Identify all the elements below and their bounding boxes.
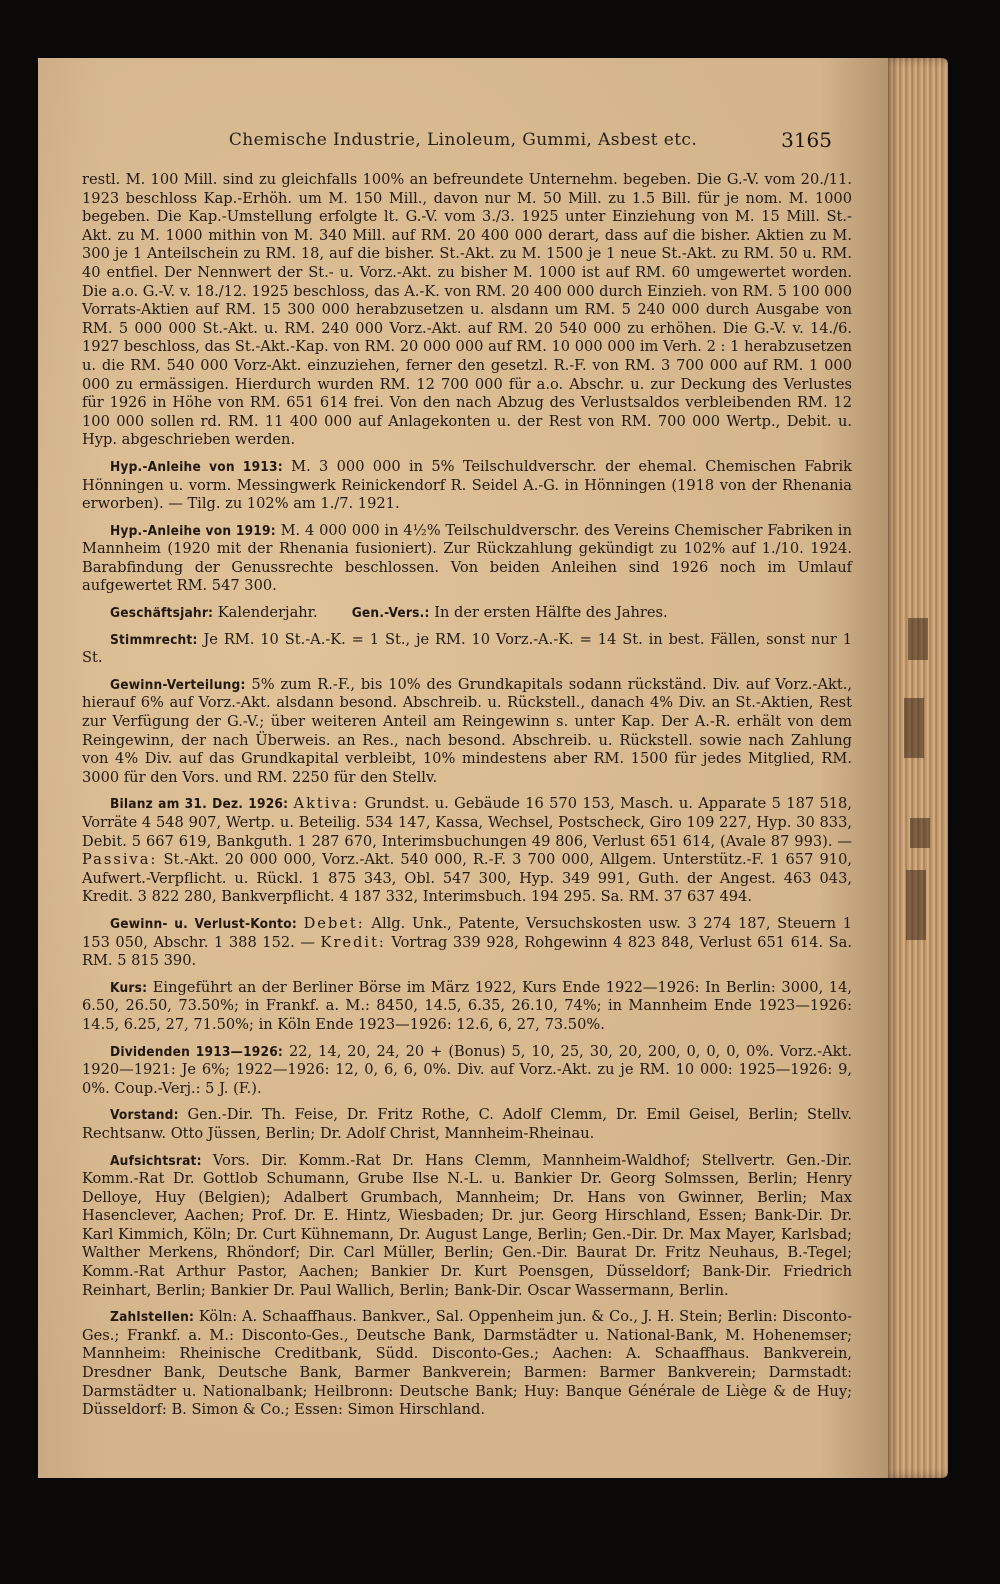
text: Köln: A. Schaaffhaus. Bankver., Sal. Oppenheim jun. & Co., J. H. Stein; Berlin: Disconto-Ges.; Frankf. a. M.: Disconto-Ges., Deutsche Bank, Darmstädter u. National-Bank, M. Hohenemser; Mannheim: Rheinische Creditbank, Südd. Disconto-Ges.; Aachen: A. Schaaffhaus. Bankverein, Dresdner Bank, Deutsche Bank, Barmer Bankverein; Barmen: Barmer Bankverein; Darmstadt: Darmstädter u. Nationalbank; Heilbronn: Deutsche Bank; Huy: Banque Générale de Liège & de Huy; Düsseldorf: B. Simon & Co.; Essen: Simon Hirschland.	[82, 1308, 852, 1419]
text: Allg. Unk., Patente, Versuchskosten usw. 3 274 187, Steuern 1 153 050, Abschr. 1 388 152. —	[82, 914, 853, 951]
book-page	[38, 58, 888, 1478]
paragraph-bilanz	[82, 795, 852, 907]
paragraph-hyp-anleihe-1913	[82, 458, 852, 514]
aktiva-label: Aktiva:	[293, 795, 360, 813]
edge-stain	[906, 870, 926, 940]
section-label: Aufsichtsrat:	[110, 1152, 202, 1169]
book-page-edges	[884, 58, 948, 1478]
paragraph-kurs	[82, 979, 852, 1035]
text: M. 4 000 000 in 4½% Teilschuldverschr. des Vereins Chemischer Fabriken in Mannheim (1920 mit der Rhenania fusioniert). Zur Rückzahlung gekündigt zu 102% auf 1./10. 1924. Barabfindung der Genussrechte beschlossen. Von beiden Anleihen sind 1926 noch im Umlauf aufgewertet RM. 547 300.	[82, 521, 852, 595]
text: 22, 14, 20, 24, 20 + (Bonus) 5, 10, 25, 30, 20, 200, 0, 0, 0, 0%. Vorz.-Akt. 1920—1921: Je 6%; 1922—1926: 12, 0, 6, 6, 0%. Div. auf Vorz.-Akt. zu je RM. 10 000: 1925—1926: 9, 0%. Coup.-Verj.: 5 J. (F.).	[82, 1042, 852, 1097]
text: M. 3 000 000 in 5% Teilschuldverschr. der ehemal. Chemischen Fabrik Hönningen u. vorm. Messingwerk Reinickendorf R. Seidel A.-G. in Hönningen (1918 von der Rhenania erworben). — Tilg. zu 102% am 1./7. 1921.	[82, 457, 852, 513]
text: Grundst. u. Gebäude 16 570 153, Masch. u. Apparate 5 187 518, Vorräte 4 548 907, Wertp. u. Beteilig. 534 147, Kassa, Wechsel, Postscheck, Giro 109 227, Hyp. 30 833, Debit. 5 667 619, Bankguth. 1 287 670, Interimsbuchungen 49 806, Verlust 651 614, (Avale 87 993). —	[82, 795, 852, 850]
section-label: Kurs:	[110, 979, 148, 996]
section-label: Gen.-Vers.:	[351, 605, 430, 622]
text: Eingeführt an der Berliner Börse im März 1922, Kurs Ende 1922—1926: In Berlin: 3000, 14, 6.50, 26.50, 73.50%; in Frankf. a. M.: 8450, 14.5, 6.35, 26.10, 74%; in Mannheim Ende 1923—1926: 14.5, 6.25, 27, 71.50%; in Köln Ende 1923—1926: 12.6, 6, 27, 73.50%.	[82, 978, 852, 1033]
paragraph-geschaeftsjahr	[82, 604, 852, 623]
section-label: Zahlstellen:	[110, 1309, 195, 1326]
paragraph-gewinn-verlust-konto	[82, 915, 852, 971]
section-label: Stimmrecht:	[110, 631, 198, 648]
paragraph-hyp-anleihe-1919	[82, 522, 852, 596]
text: Kalenderjahr.	[217, 604, 318, 622]
running-head	[38, 128, 888, 158]
section-label: Geschäftsjahr:	[110, 605, 214, 622]
section-label: Hyp.-Anleihe von 1919:	[110, 522, 276, 539]
text: restl. M. 100 Mill. sind zu gleichfalls 100% an befreundete Unternehm. begeben. Die G.-V. vom 20./11. 1923 beschloss Kap.-Erhöh. um M. 150 Mill., davon nur M. 50 Mill. zu 1.5 Bill. für je nom. M. 1000 begeben. Die Kap.-Umstellung erfolgte lt. G.-V. vom 3./3. 1925 unter Einziehung von M. 15 Mill. St.-Akt. zu M. 1000 mithin von M. 340 Mill. auf RM. 20 400 000 derart, dass auf die bisher. Aktien zu M. 300 je 1 Anteilschein zu RM. 18, auf die bisher. St.-Akt. zu M. 1500 je 1 neue St.-Akt. zu RM. 50 u. RM. 40 entfiel. Der Nennwert der St.- u. Vorz.-Akt. zu bisher M. 1000 ist auf RM. 60 umgewertet worden. Die a.o. G.-V. v. 18./12. 1925 beschloss, das A.-K. von RM. 20 400 000 durch Einzieh. von RM. 5 100 000 Vorrats-Aktien auf RM. 15 300 000 herabzusetzen u. alsdann um RM. 5 240 000 durch Ausgabe von RM. 5 000 000 St.-Akt. u. RM. 240 000 Vorz.-Akt. auf RM. 20 540 000 zu erhöhen. Die G.-V. v. 14./6. 1927 beschloss, das St.-Akt.-Kap. von RM. 20 000 000 auf RM. 10 000 000 im Verh. 2 : 1 herabzusetzen u. die RM. 540 000 Vorz-Akt. einzuziehen, ferner den gesetzl. R.-F. von RM. 3 700 000 auf RM. 1 000 000 zu ermässigen. Hierdurch wurden RM. 12 700 000 für a.o. Abschr. u. zur Deckung des Verlustes für 1926 in Höhe von RM. 651 614 frei. Von den nach Abzug des Verlustsaldos verbleibenden RM. 12 100 000 sollen rd. RM. 11 400 000 auf Anlagekonten u. der Rest von RM. 700 000 Wertp., Debit. u. Hyp. abgeschrieben werden.	[82, 171, 852, 449]
section-label: Gewinn-Verteilung:	[110, 676, 246, 693]
passiva-label: Passiva:	[82, 851, 158, 869]
paragraph-zahlstellen	[82, 1308, 852, 1420]
text: Je RM. 10 St.-A.-K. = 1 St., je RM. 10 Vorz.-A.-K. = 14 St. in best. Fällen, sonst nur 1 St.	[82, 630, 852, 667]
text: Vors. Dir. Komm.-Rat Dr. Hans Clemm, Mannheim-Waldhof; Stellvertr. Gen.-Dir. Komm.-Rat Dr. Gottlob Schumann, Grube Ilse N.-L. u. Bankier Dr. Georg Solmssen, Berlin; Henry Delloye, Huy (Belgien); Adalbert Grumbach, Mannheim; Dr. Hans von Gwinner, Berlin; Max Hasenclever, Aachen; Prof. Dr. E. Hintz, Wiesbaden; Dr. jur. Georg Hirschland, Essen; Bank-Dir. Dr. Karl Kimmich, Köln; Dr. Curt Kühnemann, Dr. August Lange, Berlin; Gen.-Dir. Dr. Max Mayer, Karlsbad; Walther Merkens, Rhöndorf; Dir. Carl Müller, Berlin; Gen.-Dir. Baurat Dr. Fritz Neuhaus, B.-Tegel; Komm.-Rat Arthur Pastor, Aachen; Bankier Dr. Kurt Poensgen, Düsseldorf; Bank-Dir. Friedrich Reinhart, Berlin; Bankier Dr. Paul Wallich, Berlin; Bank-Dir. Oscar Wassermann, Berlin.	[82, 1151, 852, 1299]
section-label: Hyp.-Anleihe von 1913:	[110, 458, 283, 475]
paragraph-aufsichtsrat	[82, 1152, 852, 1301]
section-label: Dividenden 1913—1926:	[110, 1043, 283, 1060]
kredit-label: Kredit:	[320, 933, 386, 951]
section-label: Bilanz am 31. Dez. 1926:	[110, 796, 289, 813]
paragraph-vorstand	[82, 1106, 852, 1143]
edge-stain	[910, 818, 930, 848]
paragraph-dividenden	[82, 1043, 852, 1099]
edge-stain	[904, 698, 924, 758]
running-title: Chemische Industrie, Linoleum, Gummi, Asbest etc.	[228, 130, 698, 150]
page-number: 3165	[781, 128, 832, 152]
text: 5% zum R.-F., bis 10% des Grundkapitals sodann rückständ. Div. auf Vorz.-Akt., hierauf 6% auf Vorz.-Akt. alsdann besond. Abschreib. u. Rückstell., danach 4% Div. an St.-Aktien, Rest zur Verfügung der G.-V.; über weiteren Anteil am Reingewinn s. unter Kap. Der A.-R. erhält von dem Reingewinn, der nach Überweis. an Res., nach besond. Abschreib. u. Rückstell. sowie nach Zahlung von 4% Div. auf das Grundkapital verbleibt, 10% mindestens aber RM. 1500 für jedes Mitglied, RM. 3000 für den Vors. und RM. 2250 für den Stellv.	[82, 675, 852, 786]
section-label: Vorstand:	[110, 1107, 179, 1124]
paragraph-stimmrecht	[82, 631, 852, 668]
edge-stain	[908, 618, 928, 660]
text: Gen.-Dir. Th. Feise, Dr. Fritz Rothe, C. Adolf Clemm, Dr. Emil Geisel, Berlin; Stellv. Rechtsanw. Otto Jüssen, Berlin; Dr. Adolf Christ, Mannheim-Rheinau.	[82, 1106, 853, 1142]
text: In der ersten Hälfte des Jahres.	[434, 604, 668, 622]
text-column	[82, 171, 852, 1420]
section-label: Gewinn- u. Verlust-Konto:	[110, 915, 297, 932]
paragraph-gewinn-verteilung	[82, 676, 852, 788]
paragraph-capital-history	[82, 171, 852, 450]
text: St.-Akt. 20 000 000, Vorz.-Akt. 540 000, R.-F. 3 700 000, Allgem. Unterstütz.-F. 1 657 910, Aufwert.-Verpflicht. u. Rückl. 1 875 343, Obl. 547 300, Hyp. 349 991, Guth. der Angest. 463 043, Kredit. 3 822 280, Bankverpflicht. 4 187 332, Interimsbuch. 194 295. Sa. RM. 37 637 494.	[82, 851, 852, 906]
debet-label: Debet:	[303, 914, 365, 932]
text: Vortrag 339 928, Rohgewinn 4 823 848, Verlust 651 614. Sa. RM. 5 815 390.	[82, 933, 853, 970]
